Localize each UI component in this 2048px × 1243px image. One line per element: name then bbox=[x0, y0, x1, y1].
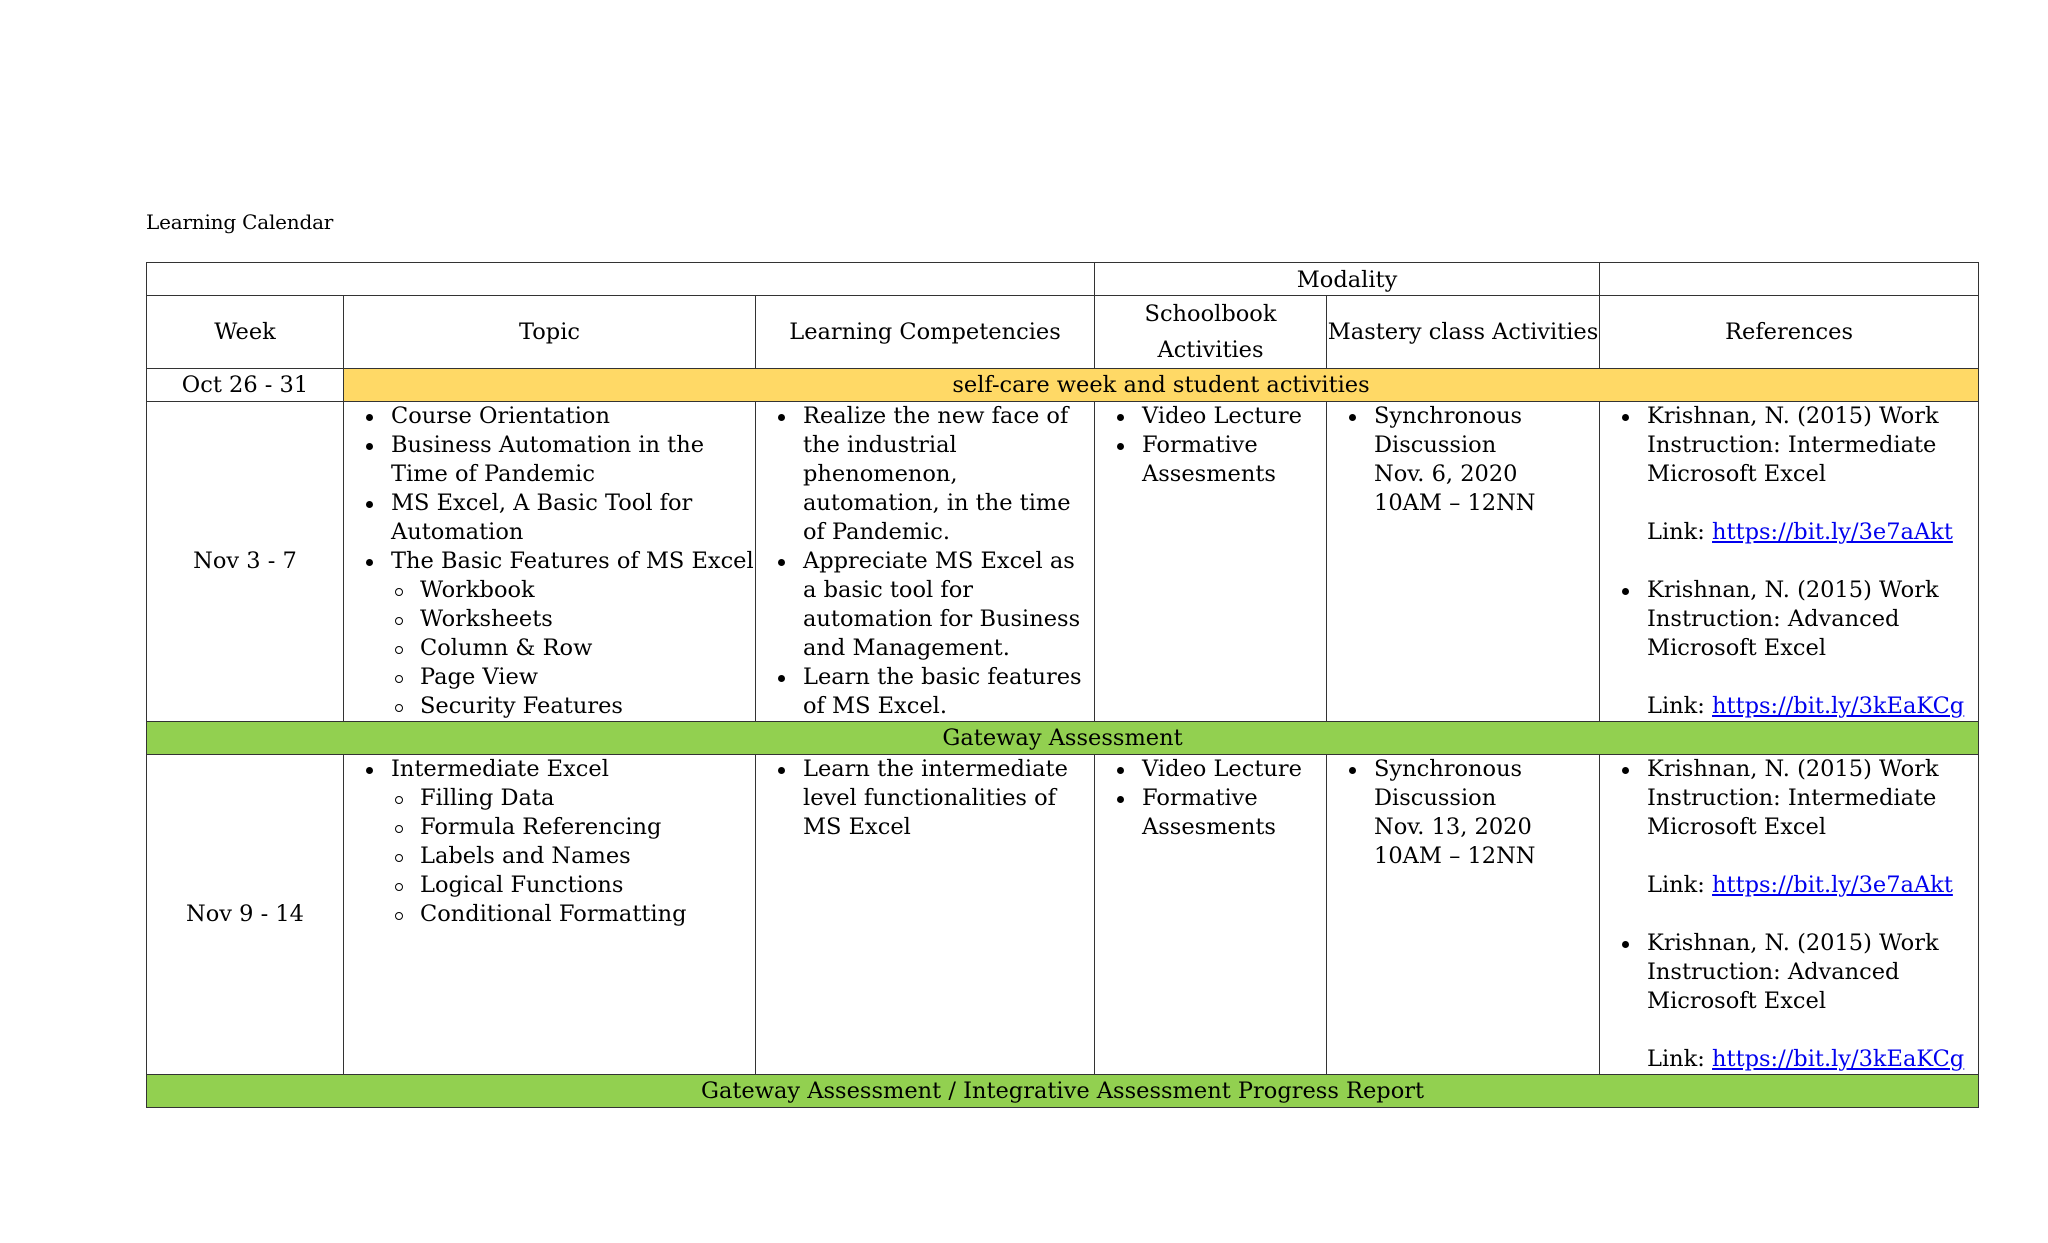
link-label: Link: bbox=[1647, 872, 1713, 898]
reference-link-line bbox=[1647, 518, 1978, 547]
reference-link[interactable]: https://bit.ly/3e7aAkt bbox=[1712, 872, 1953, 898]
mastery-title: Synchronous Discussion bbox=[1374, 756, 1523, 811]
week-cell: Nov 3 - 7 bbox=[147, 402, 344, 722]
list-item: Course Orientation bbox=[344, 402, 755, 431]
reference-text: Krishnan, N. (2015) Work Instruction: Intermediate Microsoft Excel bbox=[1647, 756, 1939, 840]
link-label: Link: bbox=[1647, 1046, 1713, 1072]
modality-header: Modality bbox=[1095, 263, 1600, 296]
competencies-list bbox=[756, 402, 1094, 721]
list-item: MS Excel, A Basic Tool for Automation bbox=[344, 489, 755, 547]
reference-link[interactable]: https://bit.ly/3e7aAkt bbox=[1712, 519, 1953, 545]
week-cell: Oct 26 - 31 bbox=[147, 369, 344, 402]
sub-list-item: Worksheets bbox=[344, 605, 755, 634]
sub-list-item: Workbook bbox=[344, 576, 755, 605]
competencies-cell bbox=[756, 402, 1095, 722]
link-label: Link: bbox=[1647, 519, 1713, 545]
sub-list-item: Column & Row bbox=[344, 634, 755, 663]
list-item: Intermediate Excel bbox=[344, 755, 755, 784]
reference-text: Krishnan, N. (2015) Work Instruction: Intermediate Microsoft Excel bbox=[1647, 403, 1939, 487]
mastery-time: 10AM – 12NN bbox=[1374, 843, 1536, 869]
list-item: The Basic Features of MS Excel bbox=[344, 547, 755, 576]
header-blank-right bbox=[1600, 263, 1979, 296]
sub-list-item: Conditional Formatting bbox=[344, 900, 755, 929]
schoolbook-list bbox=[1095, 755, 1326, 842]
reference-link-line bbox=[1647, 871, 1978, 900]
reference-link[interactable]: https://bit.ly/3kEaKCg bbox=[1712, 1046, 1965, 1072]
mastery-cell bbox=[1327, 402, 1600, 722]
self-care-banner: self-care week and student activities bbox=[344, 369, 1979, 402]
list-item bbox=[1600, 755, 1978, 929]
competencies-list bbox=[756, 755, 1094, 842]
link-label: Link: bbox=[1647, 693, 1713, 719]
references-cell bbox=[1600, 402, 1979, 722]
list-item bbox=[1327, 755, 1599, 871]
table-row-nov9 bbox=[147, 755, 1979, 1075]
mastery-time: 10AM – 12NN bbox=[1374, 490, 1536, 516]
reference-link-line bbox=[1647, 1045, 1978, 1074]
gateway-assessment-banner: Gateway Assessment bbox=[147, 722, 1979, 755]
modality-header-row bbox=[147, 263, 1979, 296]
schoolbook-cell bbox=[1095, 755, 1327, 1075]
schoolbook-cell bbox=[1095, 402, 1327, 722]
gateway-progress-banner: Gateway Assessment / Integrative Assessment Progress Report bbox=[147, 1075, 1979, 1108]
sub-list-item: Filling Data bbox=[344, 784, 755, 813]
topic-list bbox=[344, 402, 755, 721]
sub-list-item: Labels and Names bbox=[344, 842, 755, 871]
schoolbook-header: Schoolbook Activities bbox=[1095, 296, 1327, 369]
list-item: Realize the new face of the industrial phenomenon, automation, in the time of Pandemic. bbox=[756, 402, 1094, 547]
reference-link-line bbox=[1647, 692, 1978, 721]
list-item bbox=[1600, 929, 1978, 1074]
list-item: Formative Assesments bbox=[1095, 431, 1326, 489]
sub-list-item: Logical Functions bbox=[344, 871, 755, 900]
list-item bbox=[1600, 576, 1978, 721]
topic-header: Topic bbox=[344, 296, 756, 369]
gateway-row bbox=[147, 722, 1979, 755]
schoolbook-list bbox=[1095, 402, 1326, 489]
table-row-nov3 bbox=[147, 402, 1979, 722]
list-item: Video Lecture bbox=[1095, 755, 1326, 784]
sub-list-item: Formula Referencing bbox=[344, 813, 755, 842]
mastery-cell bbox=[1327, 755, 1600, 1075]
reference-link[interactable]: https://bit.ly/3kEaKCg bbox=[1712, 693, 1965, 719]
sub-list-item: Page View bbox=[344, 663, 755, 692]
mastery-title: Synchronous Discussion bbox=[1374, 403, 1523, 458]
mastery-header: Mastery class Activities bbox=[1327, 296, 1600, 369]
page-title: Learning Calendar bbox=[146, 210, 334, 234]
mastery-date: Nov. 13, 2020 bbox=[1374, 814, 1532, 840]
competencies-cell bbox=[756, 755, 1095, 1075]
reference-text: Krishnan, N. (2015) Work Instruction: Advanced Microsoft Excel bbox=[1647, 577, 1939, 661]
list-item: Formative Assesments bbox=[1095, 784, 1326, 842]
mastery-list bbox=[1327, 755, 1599, 871]
topic-cell bbox=[344, 402, 756, 722]
table-row-oct bbox=[147, 369, 1979, 402]
column-header-row bbox=[147, 296, 1979, 369]
references-list bbox=[1600, 755, 1978, 1074]
reference-text: Krishnan, N. (2015) Work Instruction: Advanced Microsoft Excel bbox=[1647, 930, 1939, 1014]
list-item bbox=[1600, 402, 1978, 576]
gateway-row bbox=[147, 1075, 1979, 1108]
competencies-header: Learning Competencies bbox=[756, 296, 1095, 369]
week-header: Week bbox=[147, 296, 344, 369]
week-cell: Nov 9 - 14 bbox=[147, 755, 344, 1075]
references-list bbox=[1600, 402, 1978, 721]
mastery-date: Nov. 6, 2020 bbox=[1374, 461, 1518, 487]
list-item: Appreciate MS Excel as a basic tool for automation for Business and Management. bbox=[756, 547, 1094, 663]
list-item bbox=[1327, 402, 1599, 518]
learning-calendar-table bbox=[146, 262, 1979, 1108]
header-blank bbox=[147, 263, 1095, 296]
mastery-list bbox=[1327, 402, 1599, 518]
topic-list bbox=[344, 755, 755, 929]
topic-cell bbox=[344, 755, 756, 1075]
list-item: Business Automation in the Time of Pandemic bbox=[344, 431, 755, 489]
references-header: References bbox=[1600, 296, 1979, 369]
list-item: Learn the intermediate level functionalities of MS Excel bbox=[756, 755, 1094, 842]
list-item: Video Lecture bbox=[1095, 402, 1326, 431]
list-item: Learn the basic features of MS Excel. bbox=[756, 663, 1094, 721]
references-cell bbox=[1600, 755, 1979, 1075]
sub-list-item: Security Features bbox=[344, 692, 755, 721]
